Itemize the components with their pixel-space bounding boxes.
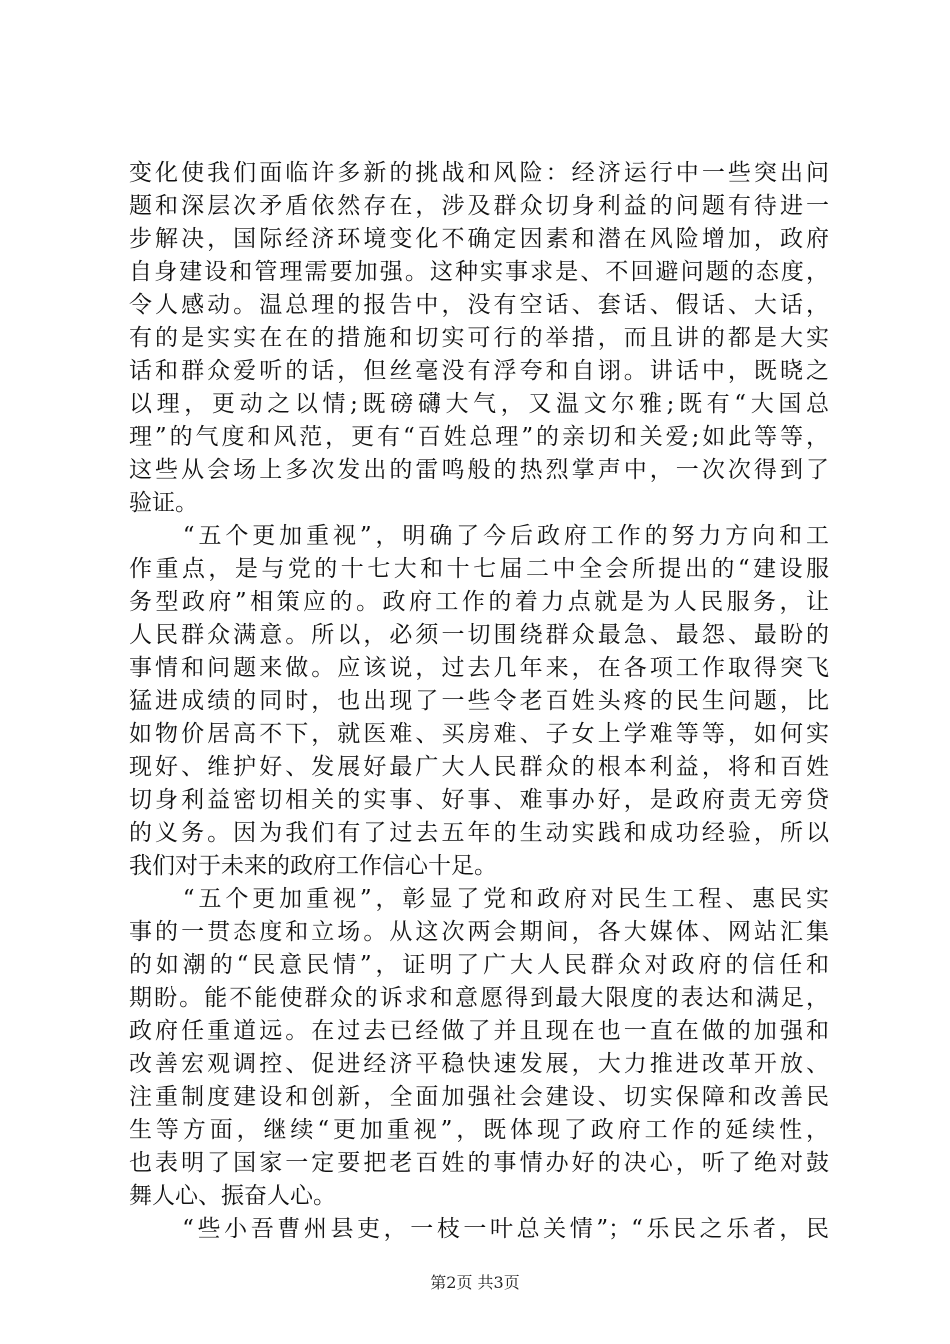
text-line: 令人感动。温总理的报告中，没有空话、套话、假话、大话， <box>129 292 829 318</box>
body-text <box>129 157 829 1246</box>
text-line: 这些从会场上多次发出的雷鸣般的热烈掌声中，一次次得到了 <box>129 457 829 483</box>
text-line: 舞人心、振奋人心。 <box>129 1183 336 1209</box>
text-line: 作重点，是与党的十七大和十七届二中全会所提出的“建设服 <box>129 556 829 582</box>
text-line: 事的一贯态度和立场。从这次两会期间，各大媒体、网站汇集 <box>129 919 829 945</box>
page-number-footer: 第2页 共3页 <box>430 1273 520 1292</box>
text-line: 我们对于未来的政府工作信心十足。 <box>129 853 497 879</box>
text-line: 步解决，国际经济环境变化不确定因素和潜在风险增加，政府 <box>129 226 829 252</box>
text-line: 人民群众满意。所以，必须一切围绕群众最急、最怨、最盼的 <box>129 622 829 648</box>
text-line: 事情和问题来做。应该说，过去几年来，在各项工作取得突飞 <box>129 655 829 681</box>
text-line: 如物价居高不下，就医难、买房难、子女上学难等等，如何实 <box>129 721 829 747</box>
text-line: 以理，更动之以情;既磅礴大气，又温文尔雅;既有“大国总 <box>129 391 829 417</box>
text-line: 现好、维护好、发展好最广大人民群众的根本利益，将和百姓 <box>129 754 829 780</box>
text-line: 猛进成绩的同时，也出现了一些令老百姓头疼的民生问题，比 <box>129 688 829 714</box>
text-line: “五个更加重视”，明确了今后政府工作的努力方向和工 <box>129 523 829 549</box>
text-line: “些小吾曹州县吏，一枝一叶总关情”；“乐民之乐者，民 <box>129 1216 829 1242</box>
text-line: “五个更加重视”，彰显了党和政府对民生工程、惠民实 <box>129 886 829 912</box>
text-line: 改善宏观调控、促进经济平稳快速发展，大力推进改革开放、 <box>129 1051 829 1077</box>
text-line: 理”的气度和风范，更有“百姓总理”的亲切和关爱;如此等等， <box>129 424 829 450</box>
text-line: 也表明了国家一定要把老百姓的事情办好的决心，听了绝对鼓 <box>129 1150 829 1176</box>
text-line: 变化使我们面临许多新的挑战和风险：经济运行中一些突出问 <box>129 160 829 186</box>
text-line: 切身利益密切相关的实事、好事、难事办好，是政府责无旁贷 <box>129 787 829 813</box>
text-line: 话和群众爱听的话，但丝毫没有浮夸和自诩。讲话中，既晓之 <box>129 358 829 384</box>
text-line: 自身建设和管理需要加强。这种实事求是、不回避问题的态度， <box>129 259 829 285</box>
text-line: 期盼。能不能使群众的诉求和意愿得到最大限度的表达和满足， <box>129 985 829 1011</box>
text-line: 验证。 <box>129 490 198 516</box>
text-line: 的义务。因为我们有了过去五年的生动实践和成功经验，所以 <box>129 820 829 846</box>
text-line: 注重制度建设和创新，全面加强社会建设、切实保障和改善民 <box>129 1084 829 1110</box>
text-line: 有的是实实在在的措施和切实可行的举措，而且讲的都是大实 <box>129 325 829 351</box>
text-line: 生等方面，继续“更加重视”，既体现了政府工作的延续性， <box>129 1117 829 1143</box>
text-line: 务型政府”相策应的。政府工作的着力点就是为人民服务，让 <box>129 589 829 615</box>
text-line: 政府任重道远。在过去已经做了并且现在也一直在做的加强和 <box>129 1018 829 1044</box>
text-line: 的如潮的“民意民情”，证明了广大人民群众对政府的信任和 <box>129 952 829 978</box>
text-line: 题和深层次矛盾依然存在，涉及群众切身利益的问题有待进一 <box>129 193 829 219</box>
